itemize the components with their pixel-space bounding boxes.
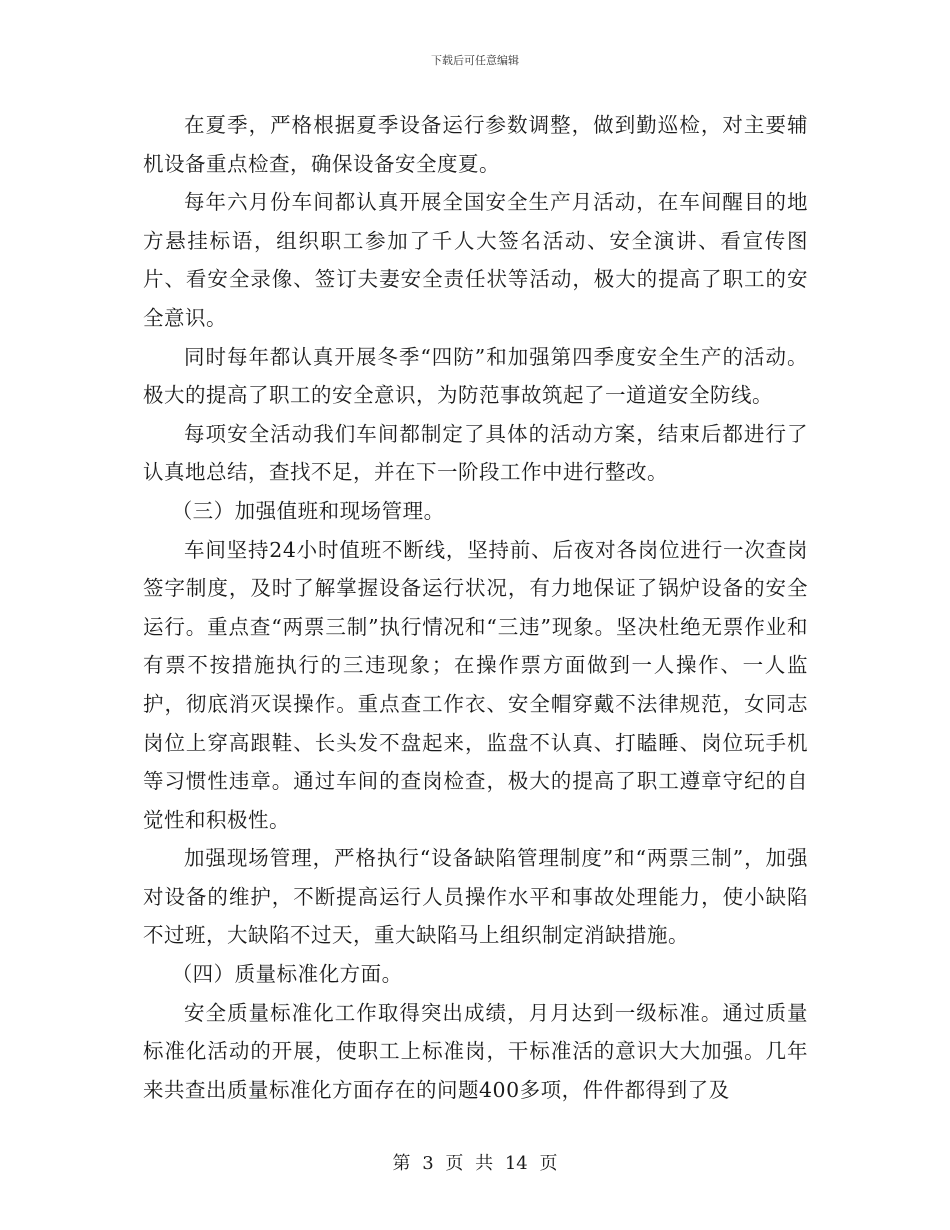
page-number-footer: 第 3 页 共 14 页 [392,1153,558,1174]
document-body [143,106,808,1109]
section-heading-quality-standard: （四）质量标准化方面。 [171,962,403,987]
paragraph-duty-shifts: 车间坚持24小时值班不断线，坚持前、后夜对各岗位进行一次查岗签字制度，及时了解掌握设备运行状况，有力地保证了锅炉设备的安全运行。重点查“两票三制”执行情况和“三违”现象。坚决杜绝无票作业和有票不按措施执行的三违现象；在操作票方面做到一人操作、一人监护，彻底消灭误操作。重点查工作衣、安全帽穿戴不法律规范，女同志岗位上穿高跟鞋、长头发不盘起来，监盘不认真、打瞌睡、岗位玩手机等习惯性违章。通过车间的查岗检查，极大的提高了职工遵章守纪的自觉性和积极性。 [143,537,808,832]
section-heading-duty-management: （三）加强值班和现场管理。 [171,498,445,523]
page-header-note: 下载后可任意编辑 [431,54,519,67]
paragraph-site-management: 加强现场管理，严格执行“设备缺陷管理制度”和“两票三制”，加强对设备的维护，不断提高运行人员操作水平和事故处理能力，使小缺陷不过班，大缺陷不过天，重大缺陷马上组织制定消缺措施。 [143,846,808,948]
paragraph-safety-month: 每年六月份车间都认真开展全国安全生产月活动，在车间醒目的地方悬挂标语，组织职工参加了千人大签名活动、安全演讲、看宣传图片、看安全录像、签订夫妻安全责任状等活动，极大的提高了职工的安全意识。 [143,190,808,330]
paragraph-quality-results: 安全质量标准化工作取得突出成绩，月月达到一级标准。通过质量标准化活动的开展，使职工上标准岗，干标准活的意识大大加强。几年来共查出质量标准化方面存在的问题400多项，件件都得到了及 [143,1000,808,1102]
paragraph-winter-prevention: 同时每年都认真开展冬季“四防”和加强第四季度安全生产的活动。极大的提高了职工的安全意识，为防范事故筑起了一道道安全防线。 [143,344,808,408]
paragraph-activity-plans: 每项安全活动我们车间都制定了具体的活动方案，结束后都进行了认真地总结，查找不足，并在下一阶段工作中进行整改。 [143,421,808,485]
paragraph-summer-inspection: 在夏季，严格根据夏季设备运行参数调整，做到勤巡检，对主要辅机设备重点检查，确保设备安全度夏。 [143,113,808,176]
